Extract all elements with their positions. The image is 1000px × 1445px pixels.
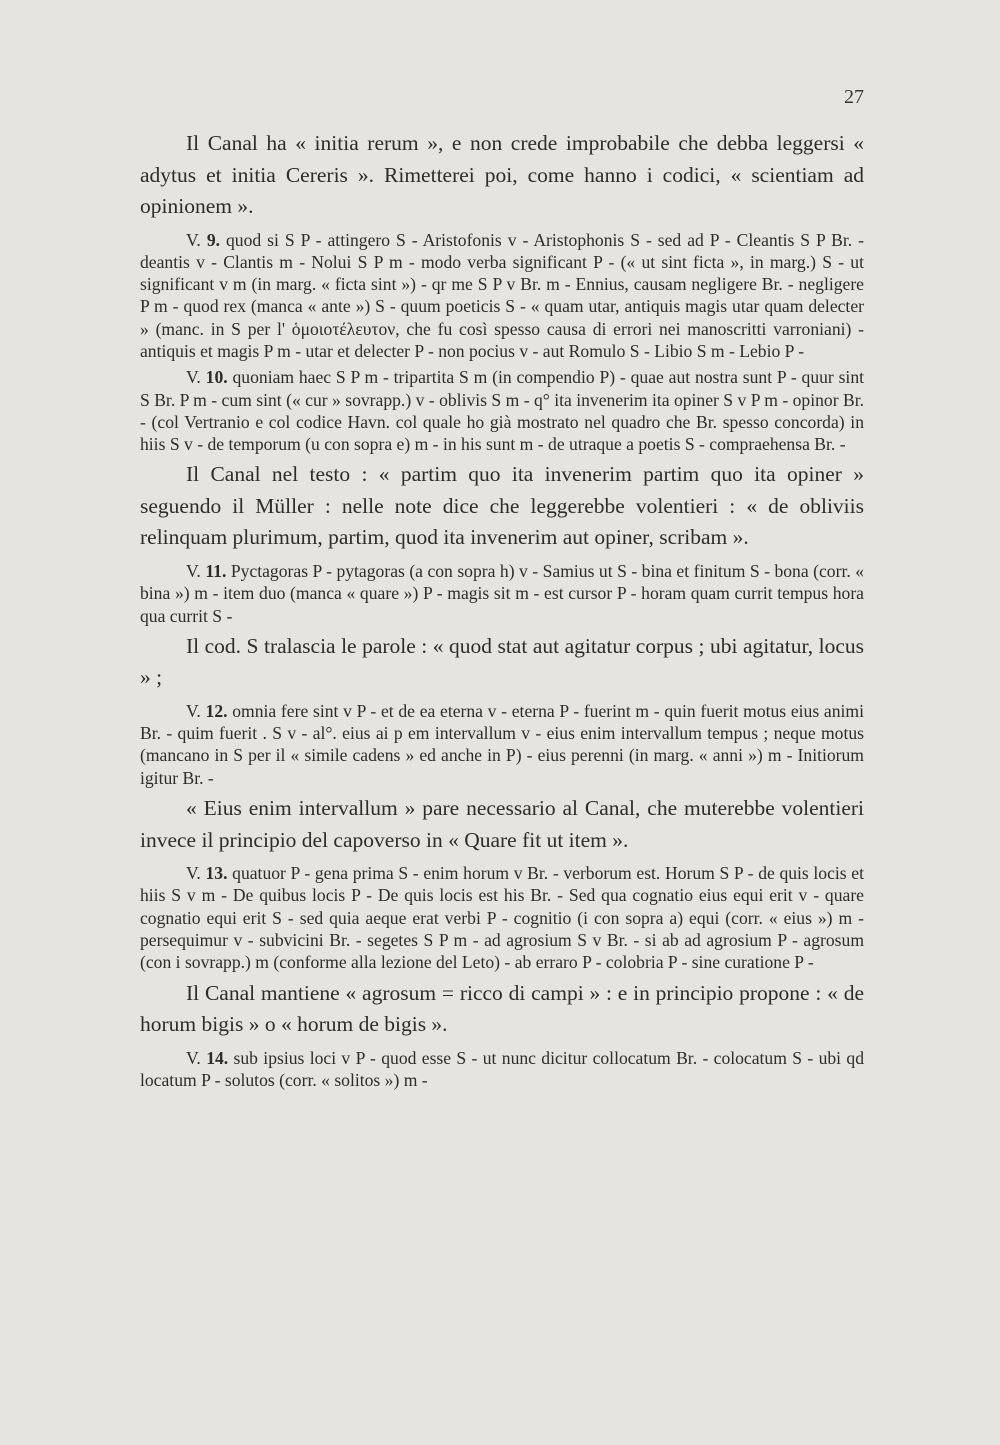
paragraph-text: quod si S P - attingero S - Aristofonis v - Aristophonis S - sed ad P - Cleantis S P Br. - deantis v - Clantis m - Nolui S P m - modo verba significant P - (« ut sint ficta », in marg.) S - ut significant v m (in marg. « ficta sint ») - qr me S P v Br. m - Ennius, causam negligere Br. - negligere P m - quod rex (manca « ante ») S - quum poeticis S - « quam utar, antiquis magis utar quam delecter » (manc. in S per l' ὁμοιοτέλευτον, che fu così spesso causa di errori nei manoscritti varroniani) - antiquis et magis P m - utar et delecter P - non pocius v - aut Romulo S - Libio S m - Lebio P - [140, 229, 864, 361]
paragraph-text: Il Canal mantiene « agrosum = ricco di campi » : e in principio propone : « de horum bigis » o « horum de bigis ». [140, 980, 864, 1037]
verse-number: 12. [205, 700, 228, 721]
apparatus-verse-9 [140, 229, 864, 363]
main-text [140, 128, 864, 1095]
paragraph-text: quoniam haec S P m - tripartita S m (in compendio P) - quae aut nostra sunt P - quur sint S Br. P m - cum sint (« cur » sovrapp.) v - oblivis S m - q° ita invenerim ita opiner S v P m - opinor Br. - (col Vertranio e col codice Havn. col quale ho già mostrato nel quadro che Br. spesso concorda) in hiis S v - de temporum (u con sopra e) m - in his sunt m - de utraque a poetis S - compraehensa Br. - [140, 367, 865, 455]
paragraph-text: Il Canal ha « initia rerum », e non crede improbabile che debba leggersi « adytus et initia Cereris ». Rimetterei poi, come hanno i codici, « scientiam ad opinionem ». [140, 131, 864, 218]
verse-number: 14. [206, 1047, 229, 1068]
verse-prefix: V. [186, 1047, 201, 1068]
paragraph-commentary-10 [140, 459, 864, 554]
verse-number: 11. [205, 560, 227, 581]
paragraph-text: omnia fere sint v P - et de ea eterna v - eterna P - fuerint m - quin fuerit motus eius animi Br. - quim fuerit . S v - al°. eius ai p em intervallum v - eius enim intervallum tempus ; neque motus (mancano in S per il « simile cadens » ed anche in P) - eius perenni (in marg. « anni ») m - Initiorum igitur Br. - [140, 700, 864, 788]
verse-prefix: V. [186, 229, 201, 250]
apparatus-verse-14 [140, 1047, 864, 1092]
apparatus-verse-10 [140, 366, 864, 455]
paragraph-text: « Eius enim intervallum » pare necessario al Canal, che muterebbe volentieri invece il principio del capoverso in « Quare fit ut item ». [140, 796, 864, 852]
verse-number: 13. [205, 863, 228, 884]
paragraph-commentary-12 [140, 793, 864, 856]
verse-prefix: V. [186, 700, 201, 721]
apparatus-verse-11 [140, 560, 864, 627]
paragraph-commentary-13 [140, 978, 864, 1041]
paragraph-1 [140, 128, 864, 223]
verse-prefix: V. [186, 863, 201, 884]
paragraph-text: Pyctagoras P - pytagoras (a con sopra h) v - Samius ut S - bina et finitum S - bona (corr. « bina ») m - item duo (manca « quare ») P - magis sit m - est cursor P - horam quam currit tempus hora qua currit S - [140, 560, 865, 626]
verse-number: 9. [206, 229, 221, 250]
page-number: 27 [844, 86, 864, 108]
paragraph-text: quatuor P - gena prima S - enim horum v Br. - verborum est. Horum S P - de quis locis et hiis S v m - De quibus locis P - De quis locis est his Br. - Sed qua cognatio eius equi erit v - quare cognatio equi erit S - sed quia aeque erat verbi P - cognitio (i con sopra a) equi (corr. « eius ») m - persequimur v - subvicini Br. - segetes S P m - ad agrosium S v Br. - si ab ad agrosium P - agrosum (con i sovrapp.) m (conforme alla lezione del Leto) - ab erraro P - colobria P - sine curatione P - [140, 863, 864, 973]
verse-number: 10. [205, 367, 228, 388]
verse-prefix: V. [186, 367, 201, 388]
paragraph-commentary-11 [140, 631, 864, 694]
paragraph-text: Il cod. S tralascia le parole : « quod stat aut agitatur corpus ; ubi agitatur, locus » ; [140, 633, 864, 690]
apparatus-verse-12 [140, 700, 864, 789]
paragraph-text: Il Canal nel testo : « partim quo ita invenerim partim quo ita opiner » seguendo il Müller : nelle note dice che leggerebbe volentieri : « de obliviis relinquam plurimum, partim, quod ita invenerim aut opiner, scribam ». [140, 462, 864, 550]
verse-prefix: V. [186, 560, 201, 581]
paragraph-text: sub ipsius loci v P - quod esse S - ut nunc dicitur collocatum Br. - colocatum S - ubi qd locatum P - solutos (corr. « solitos ») m - [140, 1047, 864, 1090]
apparatus-verse-13 [140, 862, 864, 973]
